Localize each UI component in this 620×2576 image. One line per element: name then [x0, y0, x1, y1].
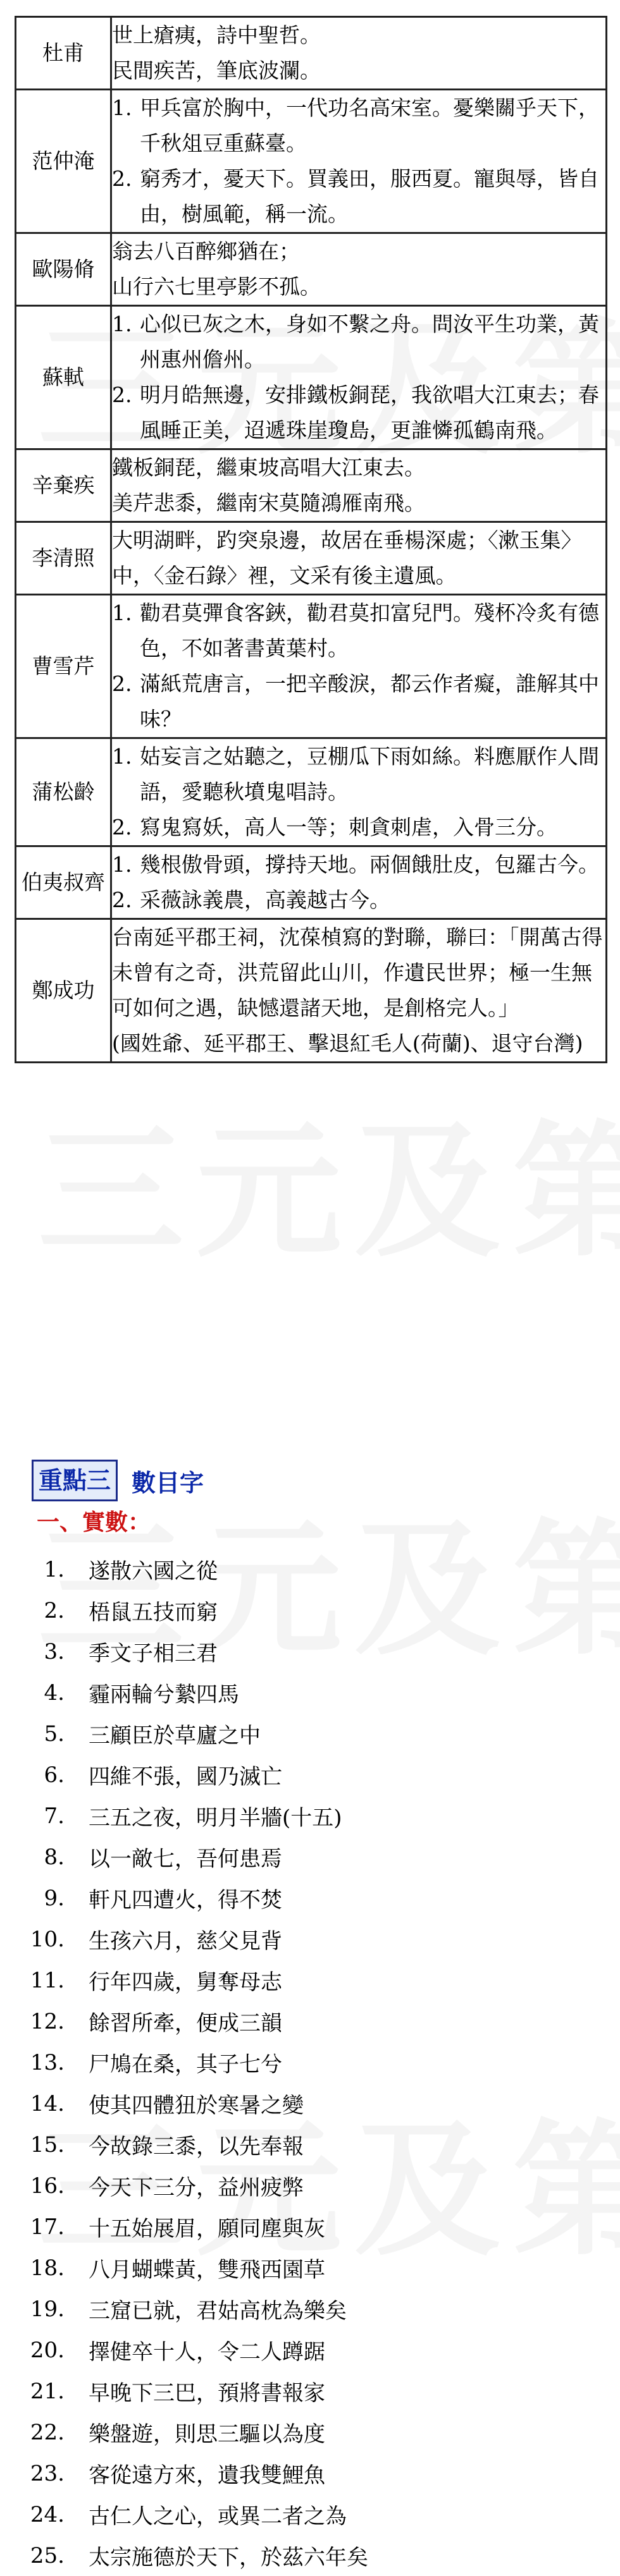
- entry-number: 10.: [30, 1926, 65, 1952]
- list-item: [0, 1795, 368, 1836]
- entry-number: 8.: [44, 1844, 65, 1870]
- numbered-entries: [0, 1549, 368, 2576]
- entry-number: 22.: [30, 2419, 65, 2445]
- quote-cell: [111, 90, 607, 233]
- quote-item: [112, 847, 605, 882]
- entry-number: 24.: [30, 2501, 65, 2527]
- list-item: [0, 1549, 368, 1590]
- sub-heading: 一、實數：: [37, 1509, 151, 1535]
- list-item: [0, 2165, 368, 2206]
- quote-item-number: 2.: [112, 888, 132, 912]
- entry-text: 三五之夜，明月半牆(十五): [89, 1805, 342, 1831]
- entry-number: 3.: [44, 1639, 65, 1664]
- entry-number: 12.: [30, 2008, 65, 2034]
- list-item: [0, 1836, 368, 1877]
- table-row: [16, 595, 607, 738]
- list-item: [0, 2001, 368, 2042]
- table-row: [16, 17, 607, 90]
- author-name: 蘇軾: [16, 306, 111, 449]
- watermark-middle: [38, 1075, 582, 1284]
- quote-item-text: 甲兵富於胸中，一代功名高宋室。憂樂關乎天下，千秋俎豆重蘇臺。: [140, 95, 599, 156]
- author-name: 李清照: [16, 522, 111, 595]
- author-name: 歐陽脩: [16, 233, 111, 306]
- quote-item: [112, 377, 605, 448]
- entry-number: 20.: [30, 2337, 65, 2363]
- entry-number: 4.: [44, 1680, 65, 1706]
- quote-item-number: 1.: [112, 601, 132, 625]
- entry-text: 行年四歲，舅奪母志: [89, 1970, 282, 1995]
- entry-text: 遂散六國之從: [89, 1559, 218, 1584]
- list-item: [0, 1590, 368, 1631]
- quote-line: 山行六七里亭影不孤。: [112, 274, 321, 299]
- section-label-box: 重點三: [32, 1460, 118, 1501]
- quote-item-text: 勸君莫彈食客鋏，勸君莫扣富兒門。殘杯冷炙有德色，不如著書黃葉村。: [140, 601, 599, 661]
- quote-item: [112, 739, 605, 810]
- list-item: [0, 2371, 368, 2412]
- quote-cell: [111, 233, 607, 306]
- section-header: [32, 1460, 204, 1501]
- author-name: 范仲淹: [16, 90, 111, 233]
- quote-line: 鐵板銅琵，繼東坡高唱大江東去。: [112, 455, 425, 480]
- author-name: 蒲松齡: [16, 738, 111, 846]
- quote-item-number: 2.: [112, 382, 132, 407]
- quote-item-text: 明月皓無邊，安排鐵板銅琵，我欲唱大江東去；春風睡正美，迢遞珠崖瓊島，更誰憐孤鶴南飛。: [140, 382, 599, 443]
- entry-number: 13.: [30, 2049, 65, 2075]
- quote-line: 大明湖畔，趵突泉邊，故居在垂楊深處；〈漱玉集〉中，〈金石錄〉裡，文采有後主遺風。: [112, 528, 582, 588]
- entry-number: 16.: [30, 2173, 65, 2199]
- entry-number: 15.: [30, 2132, 65, 2158]
- entry-number: 1.: [44, 1556, 65, 1582]
- quote-cell: [111, 919, 607, 1063]
- quote-cell: [111, 449, 607, 522]
- quote-cell: [111, 846, 607, 919]
- entry-text: 軒凡四遭火，得不焚: [89, 1888, 282, 1913]
- entry-text: 生孩六月，慈父見背: [89, 1929, 282, 1954]
- entry-text: 四維不張，國乃滅亡: [89, 1764, 282, 1790]
- entry-number: 11.: [30, 1967, 65, 1993]
- entry-number: 19.: [30, 2296, 65, 2322]
- entry-number: 14.: [30, 2091, 65, 2116]
- entry-text: 太宗施德於天下，於茲六年矣: [89, 2545, 368, 2570]
- quote-cell: [111, 738, 607, 846]
- entry-text: 十五始展眉，願同塵與灰: [89, 2216, 325, 2242]
- quote-item-number: 1.: [112, 312, 132, 336]
- table-row: [16, 233, 607, 306]
- table-row: [16, 449, 607, 522]
- quote-cell: [111, 306, 607, 449]
- list-item: [0, 2288, 368, 2329]
- entry-text: 餘習所牽，便成三韻: [89, 2011, 282, 2036]
- author-name: 辛棄疾: [16, 449, 111, 522]
- entry-number: 5.: [44, 1721, 65, 1747]
- list-item: [0, 1960, 368, 2001]
- quote-item-text: 窮秀才，憂天下。買義田，服西夏。寵與辱，皆自由，樹風範，稱一流。: [140, 166, 599, 226]
- entry-number: 6.: [44, 1762, 65, 1788]
- table-row: [16, 306, 607, 449]
- entry-text: 早晚下三巴，預將書報家: [89, 2381, 325, 2406]
- quote-item: [112, 90, 605, 161]
- entry-text: 三窟已就，君姑高枕為樂矣: [89, 2298, 347, 2324]
- quote-item: [112, 882, 605, 918]
- entry-text: 梧鼠五技而窮: [89, 1600, 218, 1625]
- author-quotes-table: [15, 16, 607, 1063]
- quote-item: [112, 666, 605, 737]
- entry-text: 古仁人之心，或異二者之為: [89, 2504, 347, 2529]
- entry-text: 以一敵七，吾何患焉: [89, 1847, 282, 1872]
- list-item: [0, 1631, 368, 1672]
- table-row: [16, 90, 607, 233]
- list-item: [0, 2083, 368, 2124]
- quote-item-text: 心似已灰之木，身如不繫之舟。問汝平生功業，黃州惠州儋州。: [140, 312, 599, 372]
- list-item: [0, 1877, 368, 1919]
- quote-cell: [111, 522, 607, 595]
- quote-line: 世上瘡痍，詩中聖哲。: [112, 23, 321, 47]
- list-item: [0, 2247, 368, 2288]
- author-name: 杜甫: [16, 17, 111, 90]
- quote-item-number: 1.: [112, 852, 132, 877]
- table-row: [16, 919, 607, 1063]
- quote-item: [112, 810, 605, 845]
- quote-item-text: 寫鬼寫妖，高人一等；刺貪刺虐，入骨三分。: [140, 815, 557, 839]
- quote-cell: [111, 17, 607, 90]
- entry-text: 使其四體狃於寒暑之變: [89, 2093, 304, 2118]
- entry-text: 尸鳩在桑，其子七兮: [89, 2052, 282, 2077]
- quote-item: [112, 595, 605, 666]
- author-name: 鄭成功: [16, 919, 111, 1063]
- quote-line: 翁去八百醉鄉猶在；: [112, 239, 300, 264]
- list-item: [0, 2494, 368, 2535]
- quote-line: 美芹悲黍，繼南宋莫隨鴻雁南飛。: [112, 491, 425, 515]
- list-item: [0, 2206, 368, 2247]
- entry-text: 今故錄三黍，以先奉報: [89, 2134, 304, 2159]
- entry-number: 21.: [30, 2378, 65, 2404]
- table-row: [16, 738, 607, 846]
- quote-line: (國姓爺、延平郡王、擊退紅毛人(荷蘭)、退守台灣): [112, 1031, 583, 1056]
- quote-item-number: 2.: [112, 671, 132, 696]
- quote-item: [112, 161, 605, 232]
- quote-item-number: 1.: [112, 95, 132, 120]
- list-item: [0, 2124, 368, 2165]
- quote-cell: [111, 595, 607, 738]
- entry-number: 7.: [44, 1803, 65, 1829]
- entry-number: 23.: [30, 2460, 65, 2486]
- list-item: [0, 1713, 368, 1754]
- quote-item-text: 幾根傲骨頭，撐持天地。兩個餓肚皮，包羅古今。: [140, 852, 599, 877]
- list-item: [0, 2329, 368, 2371]
- quote-line: 台南延平郡王祠，沈葆楨寫的對聯，聯曰：「開萬古得未曾有之奇，洪荒留此山川，作遺民世界；極一生無可如何之遇，缺憾還諸天地，是創格完人。」: [112, 925, 603, 1020]
- list-item: [0, 2535, 368, 2576]
- entry-number: 25.: [30, 2542, 65, 2568]
- quote-item-text: 姑妄言之姑聽之，豆棚瓜下雨如絲。料應厭作人間語，愛聽秋墳鬼唱詩。: [140, 744, 599, 804]
- entry-text: 擇健卒十人，令二人蹲踞: [89, 2340, 325, 2365]
- entry-text: 客從遠方來，遺我雙鯉魚: [89, 2463, 325, 2488]
- entry-text: 樂盤遊，則思三驅以為度: [89, 2422, 325, 2447]
- list-item: [0, 2453, 368, 2494]
- quote-item-text: 采薇詠義農，高義越古今。: [140, 888, 390, 912]
- section-title: 數目字: [132, 1468, 204, 1497]
- list-item: [0, 2412, 368, 2453]
- entry-text: 今天下三分，益州疲弊: [89, 2175, 304, 2201]
- quote-line: 民間疾苦，筆底波瀾。: [112, 58, 321, 83]
- entry-text: 季文子相三君: [89, 1641, 218, 1666]
- table-row: [16, 522, 607, 595]
- list-item: [0, 2042, 368, 2083]
- author-name: 曹雪芹: [16, 595, 111, 738]
- list-item: [0, 1672, 368, 1713]
- quote-item-text: 滿紙荒唐言，一把辛酸淚，都云作者癡，誰解其中味？: [140, 671, 599, 731]
- quote-item-number: 2.: [112, 166, 132, 191]
- entry-text: 三顧臣於草廬之中: [89, 1723, 261, 1749]
- list-item: [0, 1754, 368, 1795]
- quote-item: [112, 307, 605, 377]
- quote-item-number: 1.: [112, 744, 132, 769]
- entry-text: 霾兩輪兮縶四馬: [89, 1682, 239, 1707]
- table-row: [16, 846, 607, 919]
- entry-number: 2.: [44, 1597, 65, 1623]
- entry-number: 17.: [30, 2214, 65, 2240]
- entry-number: 18.: [30, 2255, 65, 2281]
- entry-number: 9.: [44, 1885, 65, 1911]
- entry-text: 八月蝴蝶黃，雙飛西園草: [89, 2257, 325, 2283]
- author-name: 伯夷叔齊: [16, 846, 111, 919]
- quote-item-number: 2.: [112, 815, 132, 839]
- list-item: [0, 1919, 368, 1960]
